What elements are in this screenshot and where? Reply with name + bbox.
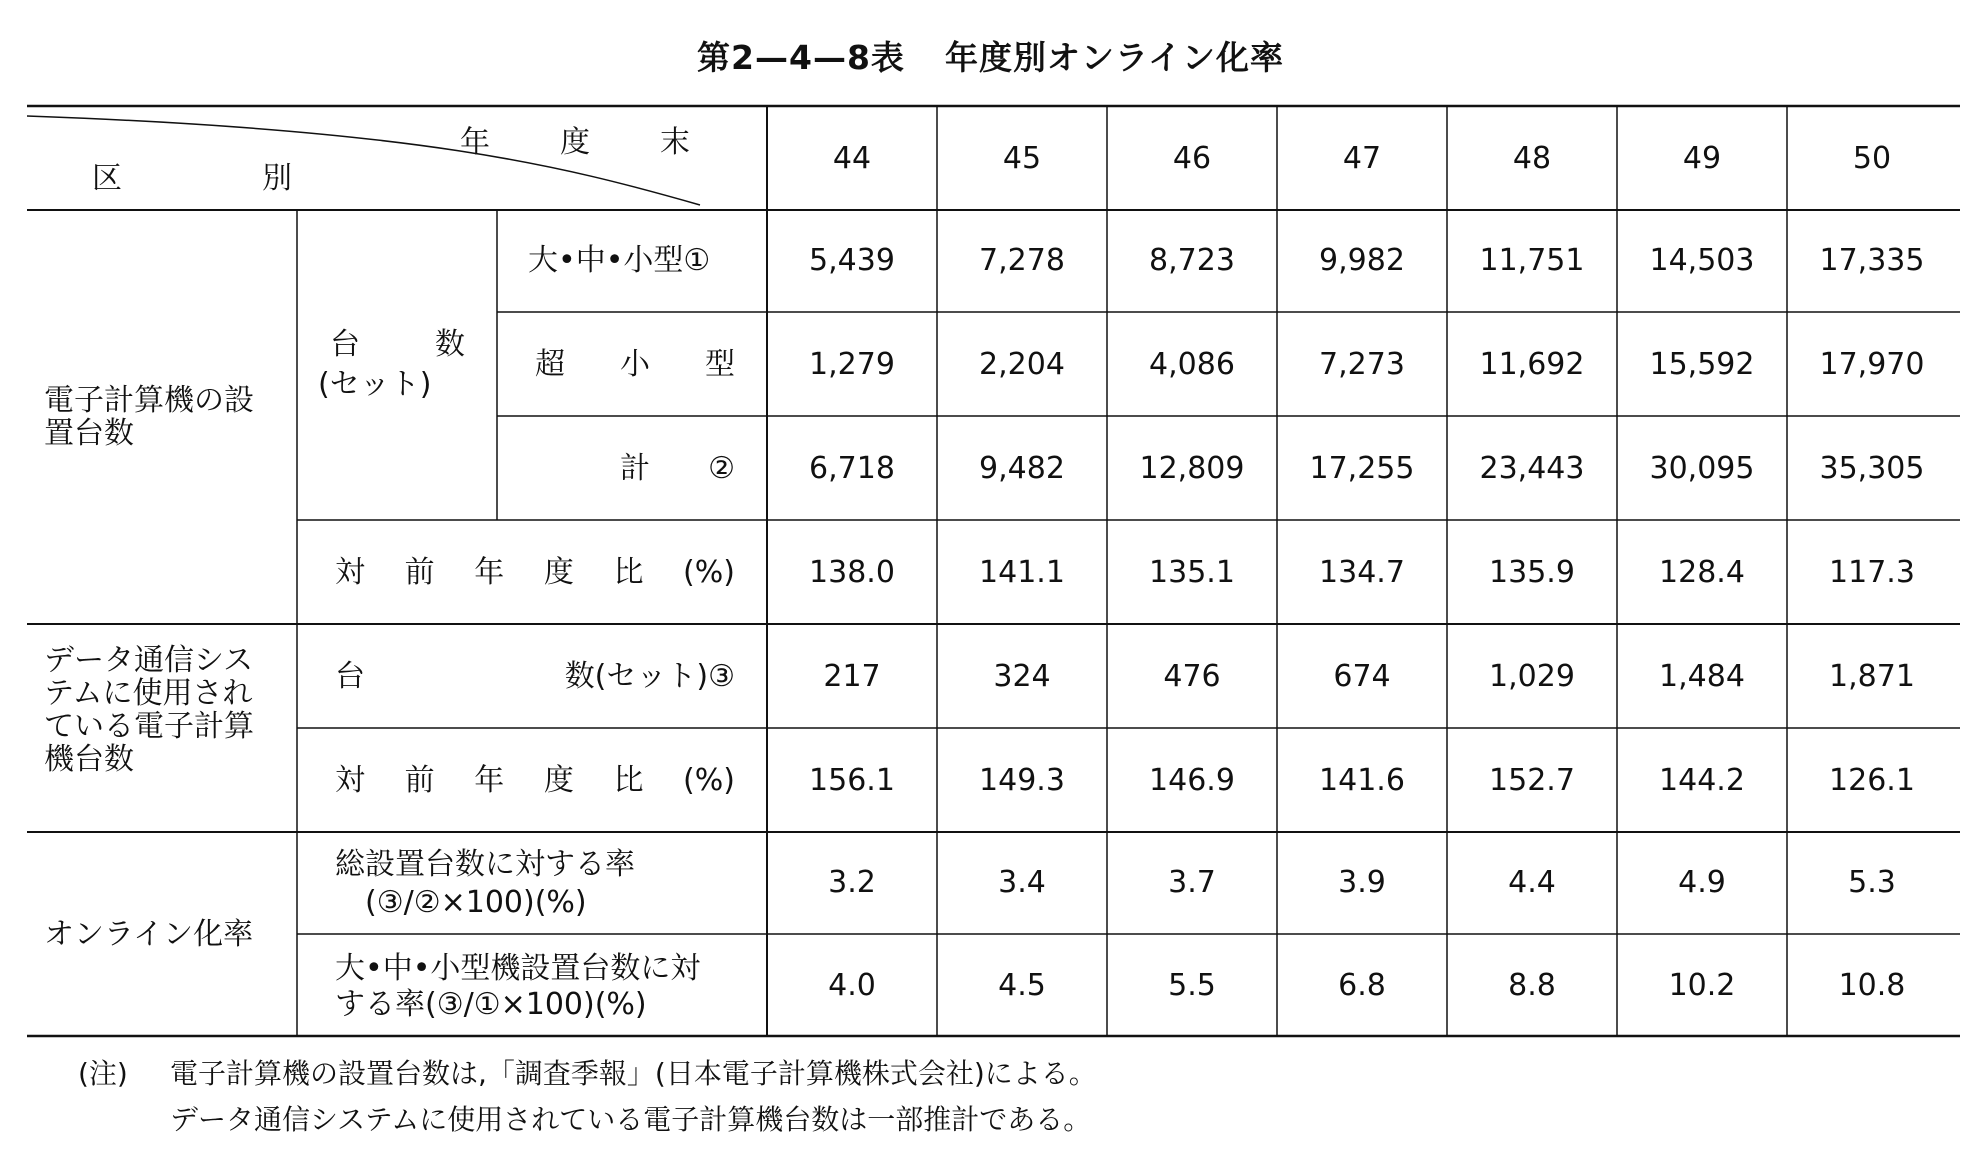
table-cell: 17,970 xyxy=(1819,347,1925,382)
group-installed-label: 電子計算機の設 置台数 xyxy=(44,383,254,451)
table-cell: 15,592 xyxy=(1649,347,1755,382)
table-cell: 674 xyxy=(1333,659,1391,694)
table-cell: 126.1 xyxy=(1829,763,1915,798)
table-cell: 7,278 xyxy=(979,243,1065,278)
table-cell: 10.2 xyxy=(1668,968,1736,1003)
row-label-total: 計 ② xyxy=(620,451,735,486)
year-header: 50 xyxy=(1852,141,1892,176)
header-matsu: 末 xyxy=(660,125,690,160)
row-label-ratio-b: 対 前 年 度 比 (%) xyxy=(335,763,735,798)
table-cell: 149.3 xyxy=(979,763,1065,798)
year-header: 45 xyxy=(1002,141,1042,176)
table-cell: 1,871 xyxy=(1829,659,1915,694)
units-sub-label: (セット) xyxy=(318,367,432,402)
table-cell: 12,809 xyxy=(1139,451,1245,486)
year-header: 47 xyxy=(1342,141,1382,176)
table-cell: 35,305 xyxy=(1819,451,1925,486)
table-cell: 135.9 xyxy=(1489,555,1575,590)
row-label-rate2-formula: する率(③/①×100)(%) xyxy=(335,987,647,1022)
table-cell: 11,692 xyxy=(1479,347,1585,382)
header-nen: 年 xyxy=(460,125,490,160)
year-header: 49 xyxy=(1682,141,1722,176)
table-cell: 3.4 xyxy=(998,865,1046,900)
table-cell: 8,723 xyxy=(1149,243,1235,278)
table-cell: 17,255 xyxy=(1309,451,1415,486)
table-cell: 146.9 xyxy=(1149,763,1235,798)
group-datacomm-label: データ通信シス テムに使用され ている電子計算 機台数 xyxy=(44,643,254,777)
table-cell: 4,086 xyxy=(1149,347,1235,382)
table-cell: 141.1 xyxy=(979,555,1065,590)
row-label-ratio-a: 対 前 年 度 比 (%) xyxy=(335,555,735,590)
table-cell: 9,482 xyxy=(979,451,1065,486)
table-cell: 9,982 xyxy=(1319,243,1405,278)
table-cell: 30,095 xyxy=(1649,451,1755,486)
row-label-dc-units: 台 数(セット)③ xyxy=(335,659,735,694)
year-header: 44 xyxy=(832,141,872,176)
table-cell: 23,443 xyxy=(1479,451,1585,486)
table-cell: 128.4 xyxy=(1659,555,1745,590)
table-cell: 8.8 xyxy=(1508,968,1556,1003)
table-cell: 1,484 xyxy=(1659,659,1745,694)
table-cell: 217 xyxy=(823,659,881,694)
table-cell: 4.9 xyxy=(1678,865,1726,900)
table-cell: 1,279 xyxy=(809,347,895,382)
table-cell: 134.7 xyxy=(1319,555,1405,590)
table-cell: 6.8 xyxy=(1338,968,1386,1003)
table-cell: 1,029 xyxy=(1489,659,1575,694)
table-cell: 152.7 xyxy=(1489,763,1575,798)
table-cell: 5,439 xyxy=(809,243,895,278)
header-corner-top xyxy=(460,125,690,160)
table-cell: 5.5 xyxy=(1168,968,1216,1003)
note-line-1: 電子計算機の設置台数は,「調査季報」(日本電子計算機株式会社)による。 xyxy=(170,1057,1097,1090)
header-corner-bottom xyxy=(92,161,292,196)
row-label-small: 超 小 型 xyxy=(535,347,735,382)
table-cell: 4.5 xyxy=(998,968,1046,1003)
table-name: 年度別オンライン化率 xyxy=(944,38,1284,77)
table-cell: 10.8 xyxy=(1838,968,1906,1003)
note-line-2: データ通信システムに使用されている電子計算機台数は一部推計である。 xyxy=(170,1103,1092,1136)
table-cell: 135.1 xyxy=(1149,555,1235,590)
table-cell: 3.7 xyxy=(1168,865,1216,900)
table-cell: 117.3 xyxy=(1829,555,1915,590)
year-header: 48 xyxy=(1512,141,1552,176)
year-header: 46 xyxy=(1172,141,1212,176)
table-cell: 3.9 xyxy=(1338,865,1386,900)
table-cell: 7,273 xyxy=(1319,347,1405,382)
table-cell: 17,335 xyxy=(1819,243,1925,278)
table-cell: 141.6 xyxy=(1319,763,1405,798)
table-cell: 2,204 xyxy=(979,347,1065,382)
header-ku: 区 xyxy=(92,161,122,196)
note-mark: (注) xyxy=(78,1057,128,1090)
table-cell: 3.2 xyxy=(828,865,876,900)
table-cell: 11,751 xyxy=(1479,243,1585,278)
header-betsu: 別 xyxy=(262,161,292,196)
group-online-label: オンライン化率 xyxy=(44,917,254,952)
table-cell: 14,503 xyxy=(1649,243,1755,278)
table-cell: 4.0 xyxy=(828,968,876,1003)
row-label-rate2: 大•中•小型機設置台数に対 xyxy=(335,951,701,986)
table-cell: 156.1 xyxy=(809,763,895,798)
row-label-large: 大•中•小型① xyxy=(528,243,711,278)
table-cell: 476 xyxy=(1163,659,1221,694)
table-cell: 138.0 xyxy=(809,555,895,590)
table-cell: 5.3 xyxy=(1848,865,1896,900)
header-do: 度 xyxy=(560,125,590,160)
table-cell: 6,718 xyxy=(809,451,895,486)
table-cell: 144.2 xyxy=(1659,763,1745,798)
row-label-rate1-formula: (③/②×100)(%) xyxy=(365,885,587,920)
units-label: 台 数 xyxy=(330,327,465,362)
table-number: 第2—4—8表 xyxy=(697,38,905,77)
table-cell: 324 xyxy=(993,659,1051,694)
row-label-rate1: 総設置台数に対する率 xyxy=(335,847,635,882)
table-cell: 4.4 xyxy=(1508,865,1556,900)
